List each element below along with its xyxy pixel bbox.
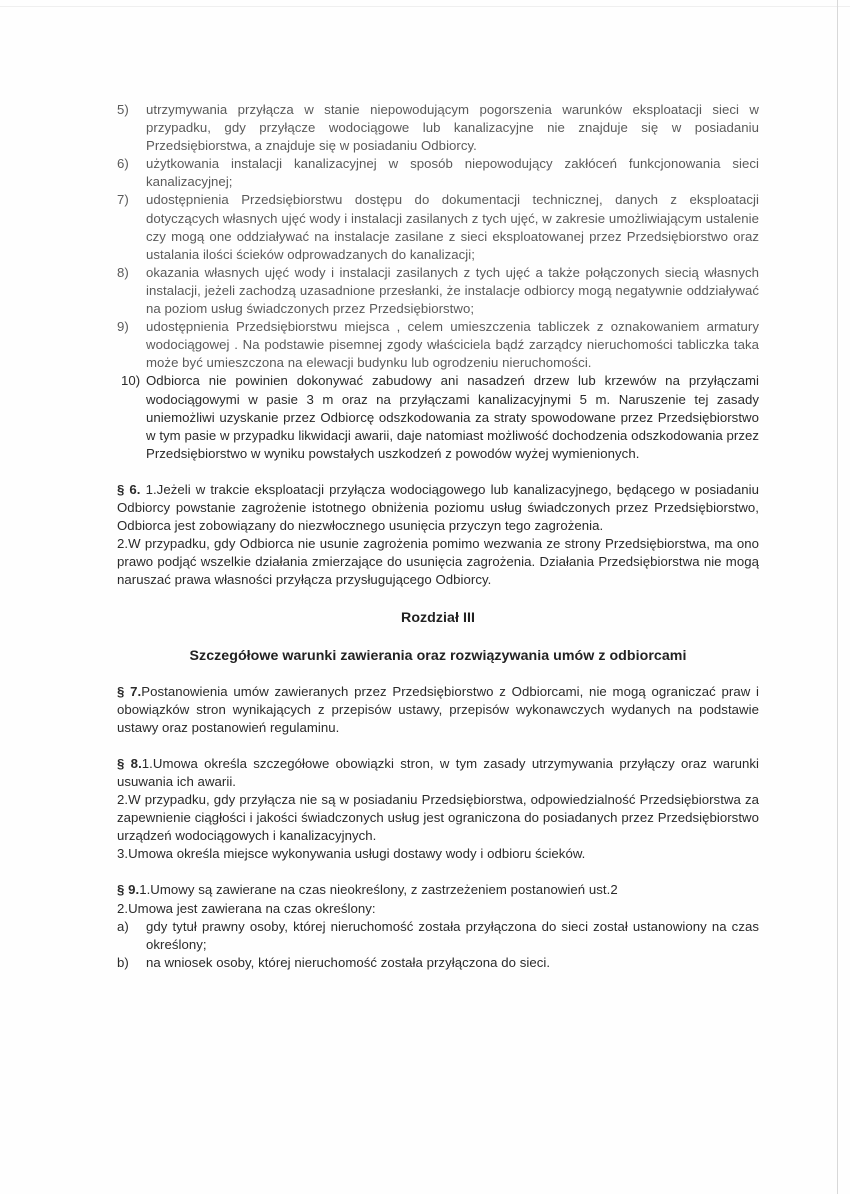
list-item-letter: a) xyxy=(117,918,129,934)
section-7-paragraph-1: § 7.Postanowienia umów zawieranych przez Przedsiębiorstwo z Odbiorcami, nie mogą ograniczać praw i obowiązków stron wynikających z przepisów ustawy, przepisów wykonawczych wydanych na podstawie ustawy oraz postanowień regulaminu. xyxy=(117,683,759,735)
section-9-paragraph-2: 2.Umowa jest zawierana na czas określony: xyxy=(117,900,376,916)
chapter-heading: Rozdział III xyxy=(401,610,475,627)
list-item-text: udostępnienia Przedsiębiorstwu dostępu do dokumentacji technicznej, danych z eksploatacji dotyczących własnych ujęć wody i instalacji zasilanych z tych ujęć, w zakresie umożliwiającym ustalenie czy mogą one oddziaływać na instalacje zasilane z sieci eksploatowanej przez Przedsiębiorstwo oraz ustalania ilości ścieków odprowadzanych do kanalizacji; xyxy=(146,192,759,262)
list-item-text: Odbiorca nie powinien dokonywać zabudowy ani nasadzeń drzew lub krzewów na przyłączami wodociągowymi w pasie 3 m oraz na przyłączami kanalizacyjnymi 5 m. Naruszenie tej zasady uniemożliwi uzyskanie przez Odbiorcę odszkodowania za straty spowodowane przez Przedsiębiorstwo w tym pasie w przypadku likwidacji awarii, daje natomiast możliwość dochodzenia odszkodowania przez Przedsiębiorstwo w wyniku powstałych uszkodzeń z powodów wyżej wymienionych. xyxy=(146,373,759,461)
list-item xyxy=(117,264,759,318)
scan-edge-right xyxy=(837,0,838,1194)
section-sign: § 8. xyxy=(117,755,142,771)
section-6-paragraph-2: 2.W przypadku, gdy Odbiorca nie usunie zagrożenia pomimo wezwania ze strony Przedsiębiorstwa, ma ono prawo podjąć wszelkie działania zmierzające do usunięcia zagrożenia. Działania Przedsiębiorstwa nie mogą naruszać prawa własności przyłącza przysługującego Odbiorcy. xyxy=(117,536,759,588)
list-item xyxy=(117,318,759,372)
list-item-letter: b) xyxy=(117,954,129,970)
section-8-paragraph-1: § 8.1.Umowa określa szczegółowe obowiązki stron, w tym zasady utrzymywania przyłączy oraz warunki usuwania ich awarii. xyxy=(117,755,759,789)
section-sign: § 6. xyxy=(117,481,141,497)
list-item-text: okazania własnych ujęć wody i instalacji zasilanych z tych ujęć a także połączonych siecią własnych instalacji, jeżeli zachodzą uzasadnione przesłanki, że instalacje odbiorcy mogą negatywnie oddziaływać na poziom usług świadczonych przez Przedsiębiorstwo; xyxy=(146,264,759,317)
list-item xyxy=(117,918,759,954)
scan-edge-top xyxy=(0,6,850,7)
list-item-text: utrzymywania przyłącza w stanie niepowodującym pogorszenia warunków eksploatacji sieci w przypadku, gdy przyłącze wodociągowe lub kanalizacyjne nie znajduje się w posiadaniu Przedsiębiorstwa, a znajduje się w posiadaniu Odbiorcy. xyxy=(146,102,759,154)
chapter-subtitle: Szczegółowe warunki zawierania oraz rozwiązywania umów z odbiorcami xyxy=(189,647,687,664)
list-item xyxy=(117,954,759,972)
list-item-number: 6) xyxy=(117,156,129,172)
list-item-text: udostępnienia Przedsiębiorstwu miejsca , celem umieszczenia tabliczek z oznakowaniem armatury wodociągowej . Na podstawie pisemnej zgody właściciela bądź zarządcy nieruchomości tabliczka taka może być umieszczona na elewacji budynku lub ogrodzeniu nieruchomości. xyxy=(146,319,759,371)
list-item-text: użytkowania instalacji kanalizacyjnej w sposób niepowodujący zakłóceń funkcjonowania sieci kanalizacyjnej; xyxy=(146,156,759,190)
section-8-paragraph-2: 2.W przypadku, gdy przyłącza nie są w posiadaniu Przedsiębiorstwa, odpowiedzialność Przedsiębiorstwa za zapewnienie ciągłości i jakości świadczonych usług jest ograniczona do posiadanych przez Przedsiębiorstwo urządzeń wodociągowych i kanalizacyjnych. xyxy=(117,792,759,844)
section-6 xyxy=(117,481,759,590)
section-sign: § 7. xyxy=(117,683,142,699)
list-item-number: 8) xyxy=(117,264,129,280)
list-item-text: gdy tytuł prawny osoby, której nieruchomość została przyłączona do sieci został ustanowiony na czas określony; xyxy=(146,918,759,952)
section-sign: § 9. xyxy=(117,882,140,898)
list-item xyxy=(117,155,759,191)
document-body xyxy=(117,101,759,972)
section-7 xyxy=(117,683,759,737)
section-6-paragraph-1: § 6. 1.Jeżeli w trakcie eksploatacji przyłącza wodociągowego lub kanalizacyjnego, będącego w posiadaniu Odbiorcy powstanie zagrożenie istotnego obniżenia poziomu usług świadczonych przez Przedsiębiorstwo, Odbiorca jest zobowiązany do niezwłocznego usunięcia przyczyn tego zagrożenia. xyxy=(117,481,759,534)
list-item xyxy=(117,372,759,462)
list-item-number: 10) xyxy=(121,373,141,389)
list-item-number: 9) xyxy=(117,319,129,335)
list-item xyxy=(117,191,759,263)
section-9-paragraph-1: § 9.1.Umowy są zawierane na czas nieokreślony, z zastrzeżeniem postanowień ust.2 xyxy=(117,882,618,898)
section-8-paragraph-3: 3.Umowa określa miejsce wykonywania usługi dostawy wody i odbioru ścieków. xyxy=(117,846,586,862)
list-item xyxy=(117,101,759,155)
list-item-text: na wniosek osoby, której nieruchomość została przyłączona do sieci. xyxy=(146,954,551,970)
list-item-number: 5) xyxy=(117,102,129,117)
section-9 xyxy=(117,881,759,971)
list-item-number: 7) xyxy=(117,192,129,208)
section-8 xyxy=(117,755,759,864)
